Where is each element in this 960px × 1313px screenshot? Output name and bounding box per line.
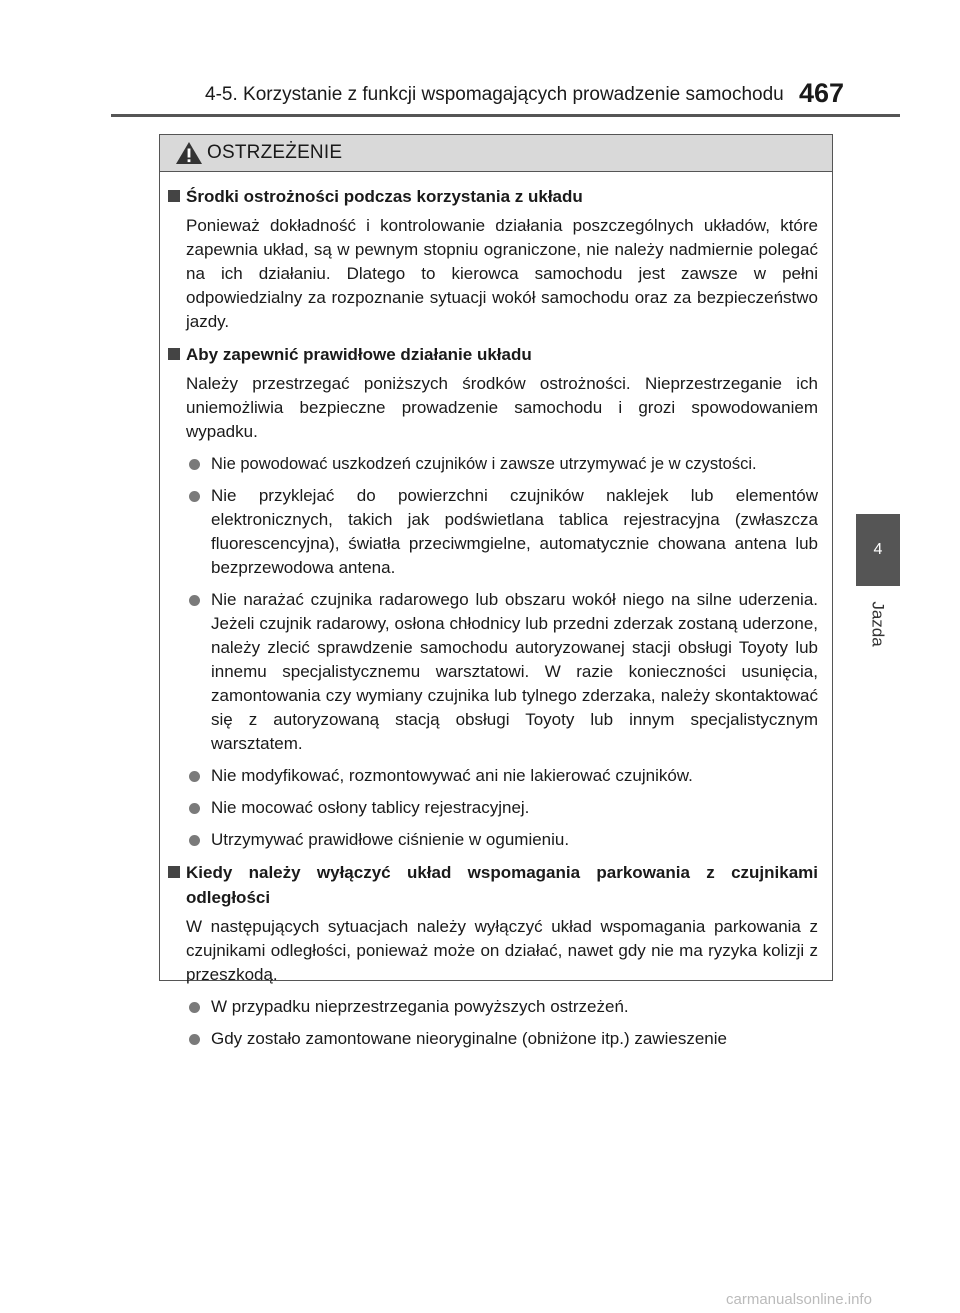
list-item (168, 828, 818, 852)
section-title-text: Środki ostrożności podczas korzystania z układu (186, 187, 583, 206)
section-title-text: Kiedy należy wyłączyć układ wspomagania parkowania z czujnikami odległości (186, 863, 818, 907)
section-paragraph: Ponieważ dokładność i kontrolowanie działania poszczególnych układów, które zapewnia układ, są w pewnym stopniu ograniczone, nie należy nadmiernie polegać na ich działaniu. Dlatego to kierowca samochodu jest zawsze w pełni odpowiedzialny za rozpoznanie sytuacji wokół samochodu oraz za bezpieczeństwo jazdy. (186, 216, 818, 331)
list-item (168, 452, 818, 476)
warning-body (160, 172, 832, 1051)
list-item-text: Nie narażać czujnika radarowego lub obszaru wokół niego na silne uderzenia. Jeżeli czujnik radarowy, osłona chłodnicy lub przedni zderzak zostaną uderzone, należy zlecić sprawdzenie samochodu autoryzowanej stacji obsługi Toyoty lub innemu specjalistycznemu warsztatowi. W razie konieczności usunięcia, zamontowania czy wymiany czujnika lub tylnego zderzaka, należy skontaktować się z autoryzowaną stacją obsługi Toyoty lub innym specjalistycznym warsztatem. (211, 590, 818, 753)
section-paragraph: W następujących sytuacjach należy wyłączyć układ wspomagania parkowania z czujnikami odległości, ponieważ może on działać, nawet gdy nie ma ryzyka kolizji z przeszkodą. (186, 917, 818, 984)
list-item-text: Nie modyfikować, rozmontowywać ani nie lakierować czujników. (211, 766, 693, 785)
round-bullet-icon (189, 491, 200, 502)
square-bullet-icon (168, 348, 180, 360)
round-bullet-icon (189, 595, 200, 606)
square-bullet-icon (168, 190, 180, 202)
warning-header (160, 135, 832, 172)
warning-triangle-icon (175, 141, 203, 165)
section-title (168, 184, 818, 209)
round-bullet-icon (189, 1002, 200, 1013)
section-title-text: Aby zapewnić prawidłowe działanie układu (186, 345, 532, 364)
list-item-text: Utrzymywać prawidłowe ciśnienie w ogumieniu. (211, 830, 570, 849)
list-item-text: W przypadku nieprzestrzegania powyższych ostrzeżeń. (211, 997, 629, 1016)
round-bullet-icon (189, 1034, 200, 1045)
square-bullet-icon (168, 866, 180, 878)
list-item (168, 796, 818, 820)
chapter-label-text: Jazda (869, 601, 888, 647)
section-paragraph: Należy przestrzegać poniższych środków ostrożności. Nieprzestrzeganie ich uniemożliwia bezpieczne prowadzenie samochodu i grozi spowodowaniem wypadku. (186, 374, 818, 441)
list-item (168, 588, 818, 756)
list-item-text: Gdy zostało zamontowane nieoryginalne (obniżone itp.) zawieszenie (211, 1029, 727, 1048)
round-bullet-icon (189, 771, 200, 782)
section-title (168, 342, 818, 367)
list-item-text: Nie powodować uszkodzeń czujników i zawsze utrzymywać je w czystości. (211, 455, 757, 473)
list-item-text: Nie mocować osłony tablicy rejestracyjnej. (211, 798, 530, 817)
section-title (168, 860, 818, 910)
warning-box (159, 134, 833, 1048)
list-item-text: Nie przyklejać do powierzchni czujników naklejek lub elementów elektronicznych, takich jak podświetlana tablica rejestracyjna (zwłaszcza fluorescencyjna), światła przeciwmgielne, automatycznie chowana antena lub bezprzewodowa antena. (211, 486, 818, 577)
header-divider (111, 114, 900, 117)
list-item (168, 995, 818, 1019)
round-bullet-icon (189, 459, 200, 470)
warning-title: OSTRZEŻENIE (207, 142, 343, 163)
round-bullet-icon (189, 835, 200, 846)
list-item (168, 1027, 818, 1051)
list-item (168, 764, 818, 788)
watermark: carmanualsonline.info (726, 1291, 872, 1308)
chapter-tab (856, 514, 900, 586)
round-bullet-icon (189, 803, 200, 814)
chapter-label (852, 596, 904, 652)
list-item (168, 484, 818, 580)
page-header-title: 4-5. Korzystanie z funkcji wspomagających prowadzenie samochodu (205, 84, 784, 105)
chapter-number: 4 (873, 541, 883, 558)
page-number: 467 (799, 78, 845, 108)
